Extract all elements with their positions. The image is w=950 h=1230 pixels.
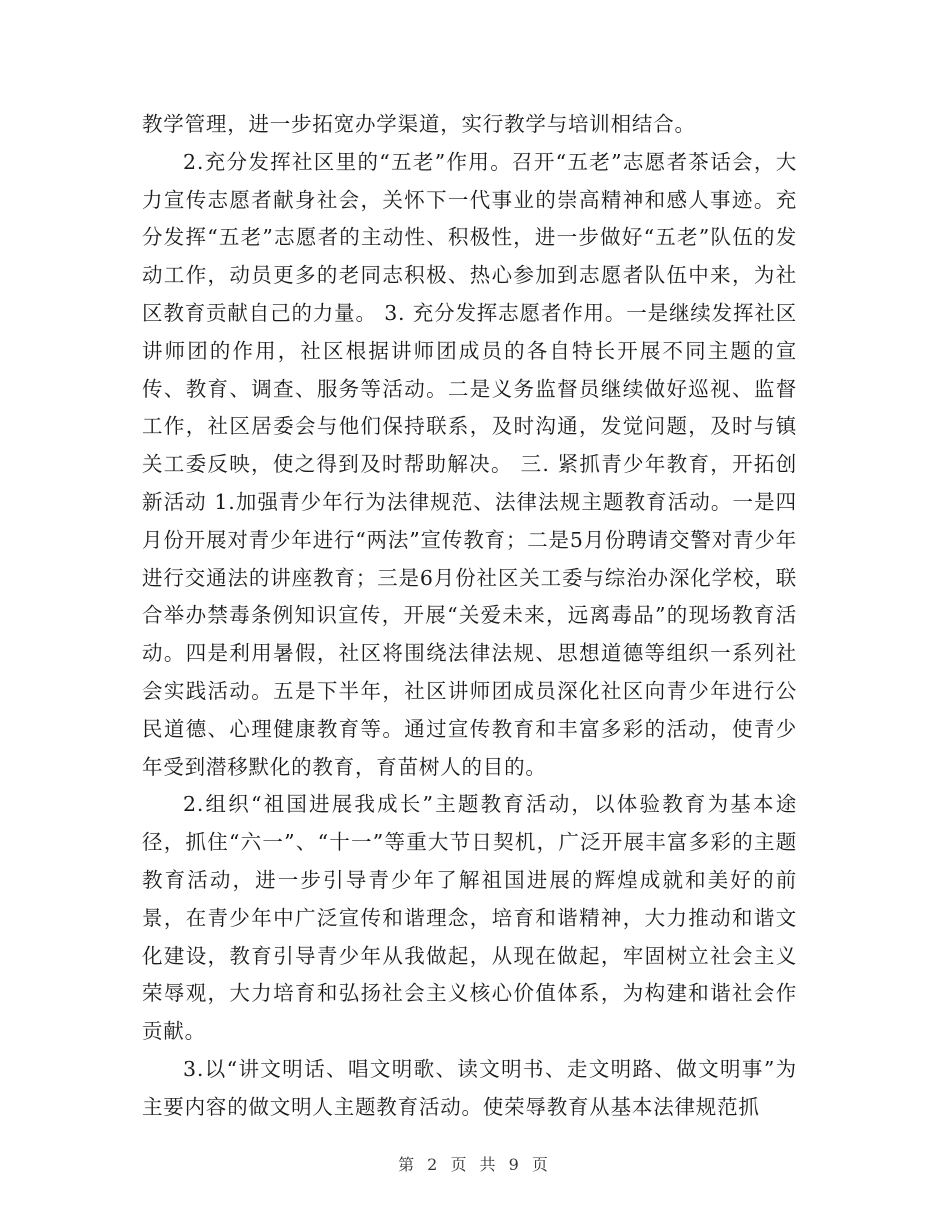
document-body [142,106,797,1127]
paragraph-five-elders: 2.充分发挥社区里的“五老”作用。召开“五老”志愿者茶话会，大力宣传志愿者献身社会，关怀下一代事业的崇高精神和感人事迹。充分发挥“五老”志愿者的主动性、积极性，进一步做好“五老”队伍的发动工作，动员更多的老同志积极、热心参加到志愿者队伍中来，为社区教育贡献自己的力量。 3. 充分发挥志愿者作用。一是继续发挥社区讲师团的作用，社区根据讲师团成员的各自特长开展不同主题的宣传、教育、调查、服务等活动。二是义务监督员继续做好巡视、监督工作，社区居委会与他们保持联系，及时沟通，发觉问题，及时与镇关工委反映，使之得到及时帮助解决。 三. 紧抓青少年教育，开拓创新活动 1.加强青少年行为法律规范、法律法规主题教育活动。一是四月份开展对青少年进行“两法”宣传教育；二是5月份聘请交警对青少年进行交通法的讲座教育；三是6月份社区关工委与综治办深化学校，联合举办禁毒条例知识宣传，开展“关爱未来，远离毒品”的现场教育活动。四是利用暑假，社区将围绕法律法规、思想道德等组织一系列社会实践活动。五是下半年，社区讲师团成员深化社区向青少年进行公民道德、心理健康教育等。通过宣传教育和丰富多彩的活动，使青少年受到潜移默化的教育，育苗树人的目的。 [142,149,797,779]
paragraph-motherland-growth: 2.组织“祖国进展我成长”主题教育活动，以体验教育为基本途径，抓住“六一”、“十一”等重大节日契机，广泛开展丰富多彩的主题教育活动，进一步引导青少年了解祖国进展的辉煌成就和美好的前景，在青少年中广泛宣传和谐理念，培育和谐精神，大力推动和谐文化建设，教育引导青少年从我做起，从现在做起，牢固树立社会主义荣辱观，大力培育和弘扬社会主义核心价值体系，为构建和谐社会作贡献。 [142,792,797,1044]
paragraph-continuation: 教学管理，进一步拓宽办学渠道，实行教学与培训相结合。 [142,112,696,136]
paragraph-civilized-person: 3.以“讲文明话、唱文明歌、读文明书、走文明路、做文明事”为主要内容的做文明人主题教育活动。使荣辱教育从基本法律规范抓 [142,1056,797,1119]
page-number-footer: 第 2 页 共 9 页 [398,1155,552,1174]
